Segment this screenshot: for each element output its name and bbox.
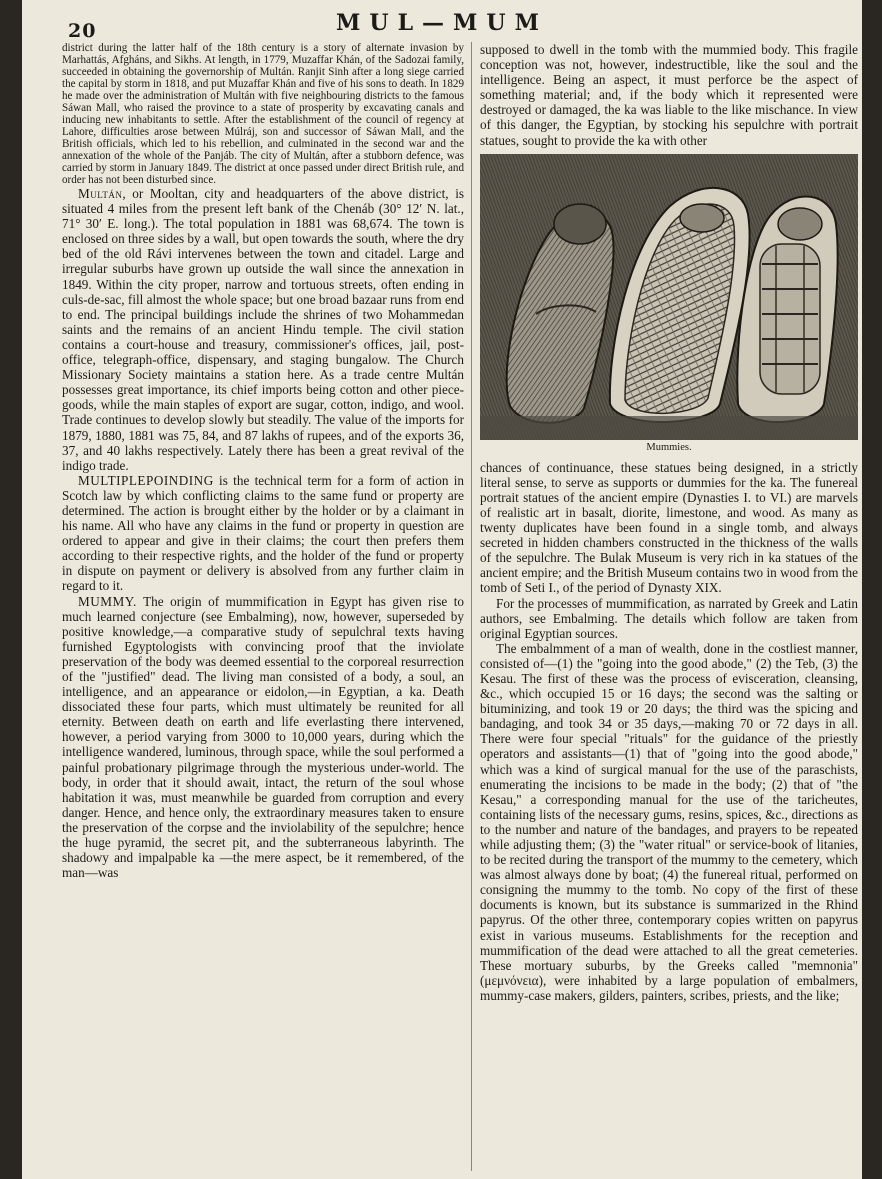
multiplepoinding-text: is the technical term for a form of action in Scotch law by which conflicting claims to the same fund or property are determined. The action is brought either by the holder or by a claimant in his name. All who have any claims in the fund or property in question are ordered to appear and give in their claims; the court then prefers them according to their respective rights, and the holder of the fund or property in dispute on payment or delivery is absolved from any further claim in regard to it.	[62, 472, 464, 594]
multan-city-text: , or Mooltan, city and headquarters of the above district, is situated 4 miles from the present left bank of the Chenáb (30° 12′ N. lat., 71° 30′ E. long.). The total population in 1881 was 68,674. The town is enclosed on three sides by a wall, but open towards the south, where the dry bed of the old Rávi intervenes between the town and citadel. Large and irregular suburbs have grown up outside the wall since the annexation in 1849. Within the city proper, narrow and tortuous streets, often ending in culs-de-sac, fill almost the whole space; but one broad bazaar runs from end to end. The principal buildings include the shrines of two Mohammedan saints and the remains of an ancient Hindu temple. The civil station contains a court-house and treasury, commissioner's offices, jail, post-office, telegraph-office, dispensary, and staging bungalow. The Church Missionary Society maintains a station here. As a trade centre Multán possesses great importance, its chief imports being cotton and other piece-goods, while the main staples of export are sugar, cotton, indigo, and wool. Trade continues to develop slowly but steadily. The value of the imports for 1879, 1880, 1881 was 75, 84, and 87 lakhs of rupees, and of the exports 36, 37, and 40 lakhs respectively. Lately there has been a great revival of the indigo trade.	[62, 186, 464, 473]
entry-multiplepoinding	[62, 473, 464, 594]
mummy-paragraph-1: chances of continuance, these statues being designed, in a strictly literal sense, to serve as supports or dummies for the ka. The funereal portrait statues of the ancient empire (Dynasties I. to VI.) are marvels of realistic art in basalt, diorite, limestone, and wood. As many as twenty duplicates have been found in a single tomb, and always secreted in hidden chambers constructed in the thickness of the walls of the sepulchre. The Bulak Museum is very rich in ka statues of the ancient empire; and the British Museum contains two in wood from the tomb of Seti I., of the period of Dynasty XIX.	[480, 459, 858, 596]
mummy-continued-text: supposed to dwell in the tomb with the mummied body. This fragile conception was not, however, indestructible, like the soul and the intelligence. Being an aspect, it must perforce be the aspect of something material; and, if the body which it represented were destroyed or damaged, the ka was liable to the like mischance. In view of this danger, the Egyptian, by stocking his sepulchre with portrait statues, sought to provide the ka with other	[480, 42, 858, 148]
entry-multan-city	[62, 186, 464, 473]
running-title: MUL—MUM	[336, 10, 548, 36]
mummies-engraving	[480, 154, 858, 440]
headword-mummy: MUMMY.	[78, 593, 137, 609]
page-number: 20	[68, 20, 97, 42]
left-column	[62, 42, 464, 1171]
mummy-text: The origin of mummification in Egypt has given rise to much learned conjecture (see Embalming), now, however, superseded by positive knowledge,—a comparative study of sepulchral texts having furnished Egyptologists with convincing proof that the inviolate preservation of the body was deemed essential to the corporeal resurrection of the "justified" dead. The living man consisted of a body, a soul, an intelligence, and an appearance or eidolon,—in Egyptian, a ka. Death dissociated these four parts, which must ultimately be reunited for all eternity. Between death on earth and life everlasting there intervened, however, a period varying from 3000 to 10,000 years, during which the intelligence wandered, luminous, through space, while the soul performed a painful probationary pilgrimage through the mysterious under-world. The body, in order that it should await, intact, the return of the soul whose habitation it was, must meanwhile be guarded from corruption and every danger. Hence, and hence only, the extraordinary measures taken to ensure the preservation of the corpse and the inviolability of the sepulchre; hence the huge pyramid, the secret pit, and the subterraneous labyrinth. The shadowy and impalpable ka —the mere aspect, be it remembered, of the man—was	[62, 593, 464, 881]
encyclopedia-page	[22, 0, 862, 1179]
mummy-paragraph-3: The embalmment of a man of wealth, done in the costliest manner, consisted of—(1) the "going into the good abode," (2) the Teb, (3) the Kesau. The first of these was the process of evisceration, cleansing, &c., which occupied 15 or 16 days; the second was the salting or bituminizing, and took 19 or 20 days; the third was the spicing and bandaging, and took 34 or 35 days,—making 70 or 72 days in all. There were four special "rituals" for the guidance of the priestly operators and assistants—(1) that of "going into the good abode," which was a kind of surgical manual for the use of the paraschists, enumerating the incisions to be made in the body; (2) that of "the Kesau," a corresponding manual for the use of the taricheutes, containing lists of the necessary gums, resins, spices, &c., directions as to the number and nature of the bandages, and prayers to be repeated while adjusting them; (3) the "water ritual" or service-book of litanies, to be recited during the transport of the mummy to the cemetery, which was almost always done by boat; (4) the funereal ritual, performed on consigning the mummy to the tomb. No copy of the first of these documents is known, but its substance is summarized in the Rhind papyrus. Of the other three, contemporary copies written on papyrus exist in various museums. Establishments for the reception and mummification of the dead were attached to all the great cemeteries. These mortuary suburbs, by the Greeks called "memnonia" (μεμνόνεια), were inhabited by a large population of embalmers, mummy-case makers, gilders, painters, scribes, priests, and the like;	[480, 640, 858, 1003]
headword-multan: Multán	[78, 186, 123, 201]
mummy-paragraph-2: For the processes of mummification, as narrated by Greek and Latin authors, see Embalming. The details which follow are taken from original Egyptian sources.	[480, 595, 858, 641]
mummies-figure	[480, 154, 858, 454]
right-column	[480, 42, 858, 1171]
column-divider	[471, 42, 472, 1171]
figure-caption: Mummies.	[646, 441, 692, 453]
left-entries	[62, 186, 464, 880]
entry-mummy	[62, 594, 464, 881]
multan-district-text: district during the latter half of the 18th century is a story of alternate invasion by Marhattás, Afgháns, and Sikhs. At length, in 1779, Muzaffar Khán, of the Sadozai family, succeeded in obtaining the governorship of Multán. Ranjit Sinh after a long siege carried the capital by storm in 1818, and put Muzaffar Khán and five of his sons to death. In 1829 he made over the administration of Multán with five neighbouring districts to the famous Sáwan Mall, who raised the province to a state of prosperity by excavating canals and inducing new inhabitants to settle. After the establishment of the council of regency at Lahore, difficulties arose between Múlráj, son and successor of Sáwan Mall, and the British officials, which led to his rebellion, and culminated in the second war and the annexation of the whole of the Panjáb. The city of Multán, after a stubborn defence, was carried by storm in January 1849. The district at once passed under direct British rule, and order has not been disturbed since.	[62, 42, 464, 186]
headword-multiplepoinding: MULTIPLEPOINDING	[78, 472, 214, 488]
running-head	[22, 6, 862, 42]
multan-district-continuation	[62, 42, 464, 186]
